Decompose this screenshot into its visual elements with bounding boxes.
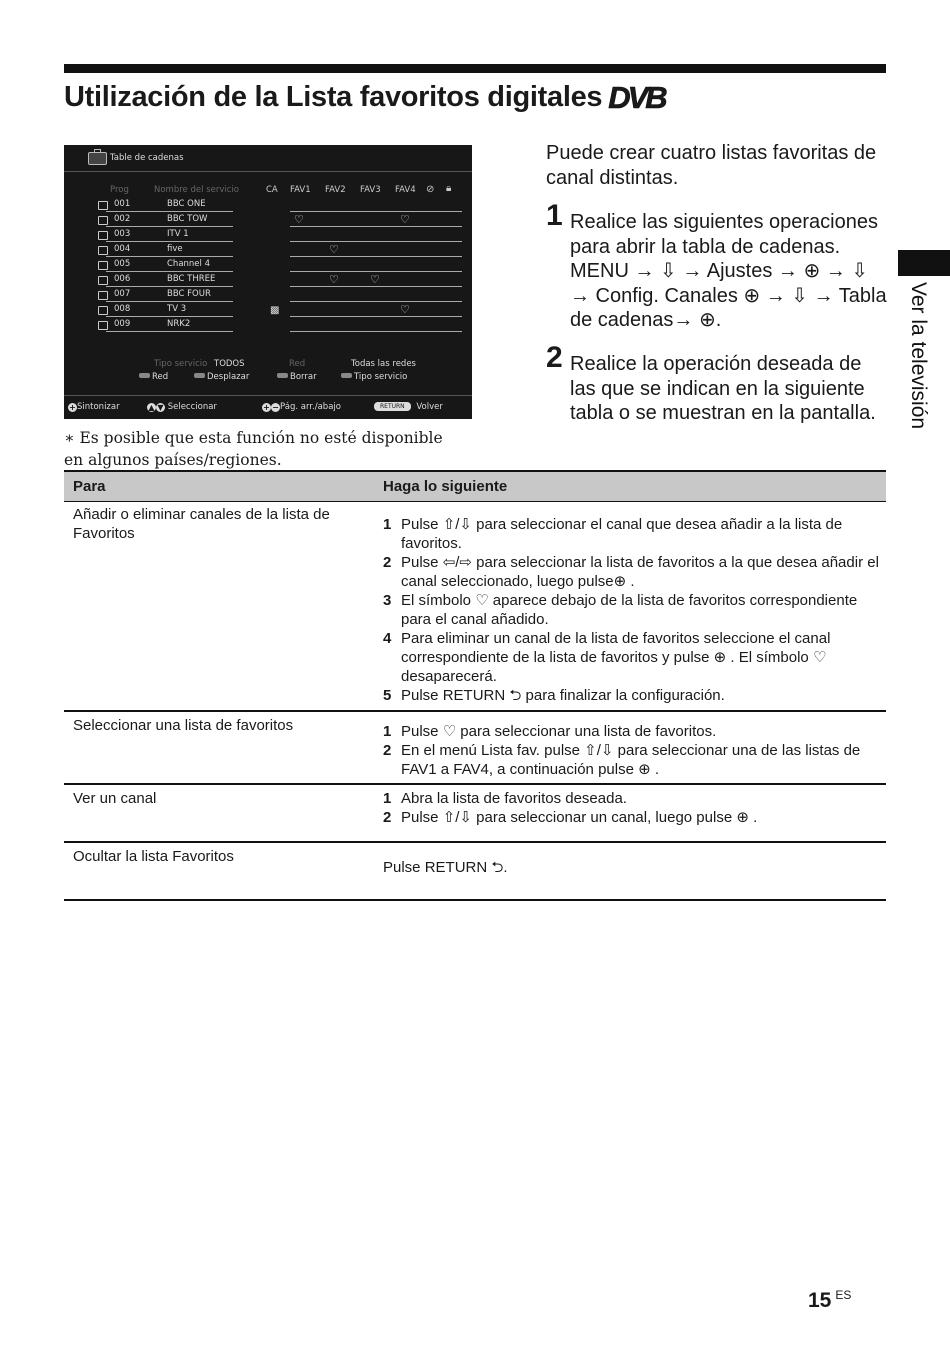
plus-icon: + [263,403,270,412]
f-return[interactable] [374,402,443,412]
channel-table-screenshot [64,145,472,419]
f-volver-label: Volver [416,402,443,412]
channel-row[interactable] [98,257,478,272]
f-seleccionar-label: Seleccionar [167,402,217,412]
top-rule [64,64,886,73]
minus-icon: − [272,403,279,412]
step-number: 5 [383,687,392,704]
list-item [383,553,883,591]
col-fav4: FAV4 [395,185,416,195]
table-row [64,712,886,785]
row-para: Seleccionar una lista de favoritos [73,717,294,734]
col-fav2: FAV2 [325,185,346,195]
btn-desplazar[interactable] [194,372,249,382]
tv-icon [98,276,108,285]
tipo-servicio-label: Tipo servicio [154,359,208,369]
channel-row[interactable] [98,302,478,317]
step-2-number: 2 [546,341,563,374]
channel-row[interactable] [98,197,478,212]
yellow-pill-icon [277,373,288,378]
page-lang: ES [835,1288,852,1302]
btn-desplazar-label: Desplazar [207,372,250,382]
tv-icon [98,306,108,315]
channel-name: BBC FOUR [167,289,211,299]
list-item [383,629,883,686]
side-tab-marker [898,250,950,276]
intro-text: Puede crear cuatro listas favoritas de canal distintas. [546,142,877,189]
side-tab-label [900,282,934,462]
step-text: Pulse ♡ para seleccionar una lista de favoritos. [401,723,717,740]
channel-row[interactable] [98,242,478,257]
row-para: Añadir o eliminar canales de la lista de Favoritos [73,506,330,542]
step-text: Pulse ⇧/⇩ para seleccionar un canal, luego pulse ⊕ . [401,809,758,826]
list-item [383,686,883,705]
step-number: 2 [383,809,392,826]
favorite-heart-icon: ♡ [370,273,380,286]
step-number: 1 [383,790,392,807]
header-para: Para [73,478,106,495]
table-row [64,843,886,901]
col-ca: CA [266,185,278,195]
step-1-number: 1 [546,199,563,232]
table-row [64,501,886,712]
btn-borrar[interactable] [277,372,317,382]
toolbox-icon [88,152,107,165]
tipo-servicio-value: TODOS [214,359,245,369]
channel-number: 008 [114,304,131,314]
header-haga: Haga lo siguiente [383,478,508,495]
title-text: Utilización de la Lista favoritos digitales [64,81,603,113]
row-steps [383,789,883,827]
btn-tipo[interactable] [341,372,407,382]
step-text: Pulse ⇧/⇩ para seleccionar el canal que desea añadir a la lista de favoritos. [401,516,843,552]
return-pill: RETURN [374,402,411,411]
btn-red-label: Red [152,372,169,382]
blue-pill-icon [341,373,352,378]
lock-icon: 🔒︎ [446,183,452,194]
favorite-heart-icon: ♡ [329,273,339,286]
scramble-icon: ▩ [270,305,280,316]
tv-icon [98,246,108,255]
step-number: 1 [383,723,392,740]
list-item [383,515,883,553]
channel-name: BBC TOW [167,214,208,224]
page-title [64,80,665,116]
page-number [808,1288,851,1313]
channel-name: NRK2 [167,319,191,329]
side-tab-text: Ver la televisión [907,282,930,430]
screen-header-title: Table de cadenas [110,153,184,163]
row-divider [106,331,233,332]
favorite-heart-icon: ♡ [294,213,304,226]
btn-tipo-label: Tipo servicio [354,372,408,382]
tv-icon [98,201,108,210]
btn-red[interactable] [139,372,168,382]
channel-row[interactable] [98,317,478,332]
dvb-logo: DVB [608,80,665,115]
screen-footer [64,395,472,420]
list-item [383,789,883,808]
list-item [383,722,883,741]
f-sintonizar-label: Sintonizar [77,402,120,412]
footnote: ∗ Es posible que esta función no esté disponible en algunos países/regiones. [64,429,443,469]
step-1 [546,199,891,333]
table-header [64,470,886,502]
step-2-text: Realice la operación deseada de las que se indican en la siguiente tabla o se muestran en la pantalla. [570,353,876,424]
channel-name: five [167,244,183,254]
tv-icon [98,291,108,300]
channel-row[interactable] [98,227,478,242]
step-2 [546,341,891,426]
channel-number: 006 [114,274,131,284]
tv-icon [98,216,108,225]
btn-borrar-label: Borrar [290,372,317,382]
list-item [383,808,883,827]
step-number: 3 [383,592,392,609]
channel-name: BBC ONE [167,199,206,209]
channel-number: 005 [114,259,131,269]
channel-name: TV 3 [167,304,187,314]
red-value: Todas las redes [351,359,416,369]
step-number: 4 [383,630,392,647]
tv-icon [98,261,108,270]
channel-number: 001 [114,199,131,209]
row-steps [383,722,883,779]
step-text: Pulse ⇦/⇨ para seleccionar la lista de favoritos a la que desea añadir el canal seleccionado, luego pulse⊕ . [401,554,879,590]
step-1-text: Realice las siguientes operaciones para abrir la tabla de cadenas. MENU → ⇩ → Ajustes → ⊕ → ⇩ → Config. Canales ⊕ → ⇩ → Tabla de cadenas→ ⊕. [570,211,887,331]
screen-header [64,145,472,172]
tv-icon [98,231,108,240]
channel-row[interactable] [98,212,478,227]
col-prog: Prog [110,185,129,195]
channel-name: Channel 4 [167,259,211,269]
step-number: 2 [383,742,392,759]
row-steps [383,515,883,705]
step-number: 2 [383,554,392,571]
step-text: Para eliminar un canal de la lista de favoritos seleccione el canal correspondiente de la lista de favoritos y pulse ⊕ . El símbolo ♡ desaparecerá. [401,630,831,685]
step-text: El símbolo ♡ aparece debajo de la lista de favoritos correspondiente para el canal añadido. [401,592,858,628]
favorite-heart-icon: ♡ [400,303,410,316]
step-number: 1 [383,516,392,533]
f-pag-label: Pág. arr./abajo [280,402,341,412]
channel-row[interactable] [98,287,478,302]
block-icon: ⊘ [426,184,435,195]
col-name: Nombre del servicio [154,185,239,195]
list-item [383,591,883,629]
channel-number: 002 [114,214,131,224]
step-text: En el menú Lista fav. pulse ⇧/⇩ para seleccionar una de las listas de FAV1 a FAV4, a continuación pulse ⊕ . [401,742,861,778]
col-fav3: FAV3 [360,185,381,195]
up-arrow-icon: ▲ [148,403,155,412]
col-fav1: FAV1 [290,185,311,195]
favorite-heart-icon: ♡ [329,243,339,256]
down-arrow-icon: ▼ [157,403,164,412]
step-text: Abra la lista de favoritos deseada. [401,790,627,807]
f-pag[interactable] [262,402,341,412]
table-row [64,785,886,843]
page-number-value: 15 [808,1289,832,1312]
tv-icon [98,321,108,330]
channel-number: 004 [114,244,131,254]
channel-number: 003 [114,229,131,239]
row-para: Ver un canal [73,790,157,807]
plus-circle-icon: + [69,403,76,412]
f-sintonizar[interactable] [68,402,120,412]
red-pill-icon [139,373,150,378]
list-item [383,741,883,779]
channel-row[interactable] [98,272,478,287]
row-para: Ocultar la lista Favoritos [73,848,234,865]
red-label: Red [289,359,306,369]
channel-number: 007 [114,289,131,299]
step-text: Pulse RETURN ⮌ para finalizar la configuración. [401,687,725,704]
green-pill-icon [194,373,205,378]
row-divider [290,331,462,332]
row-single-step: Pulse RETURN ⮌. [383,859,508,876]
channel-name: ITV 1 [167,229,189,239]
f-seleccionar[interactable] [147,402,217,412]
channel-number: 009 [114,319,131,329]
channel-name: BBC THREE [167,274,216,284]
favorite-heart-icon: ♡ [400,213,410,226]
